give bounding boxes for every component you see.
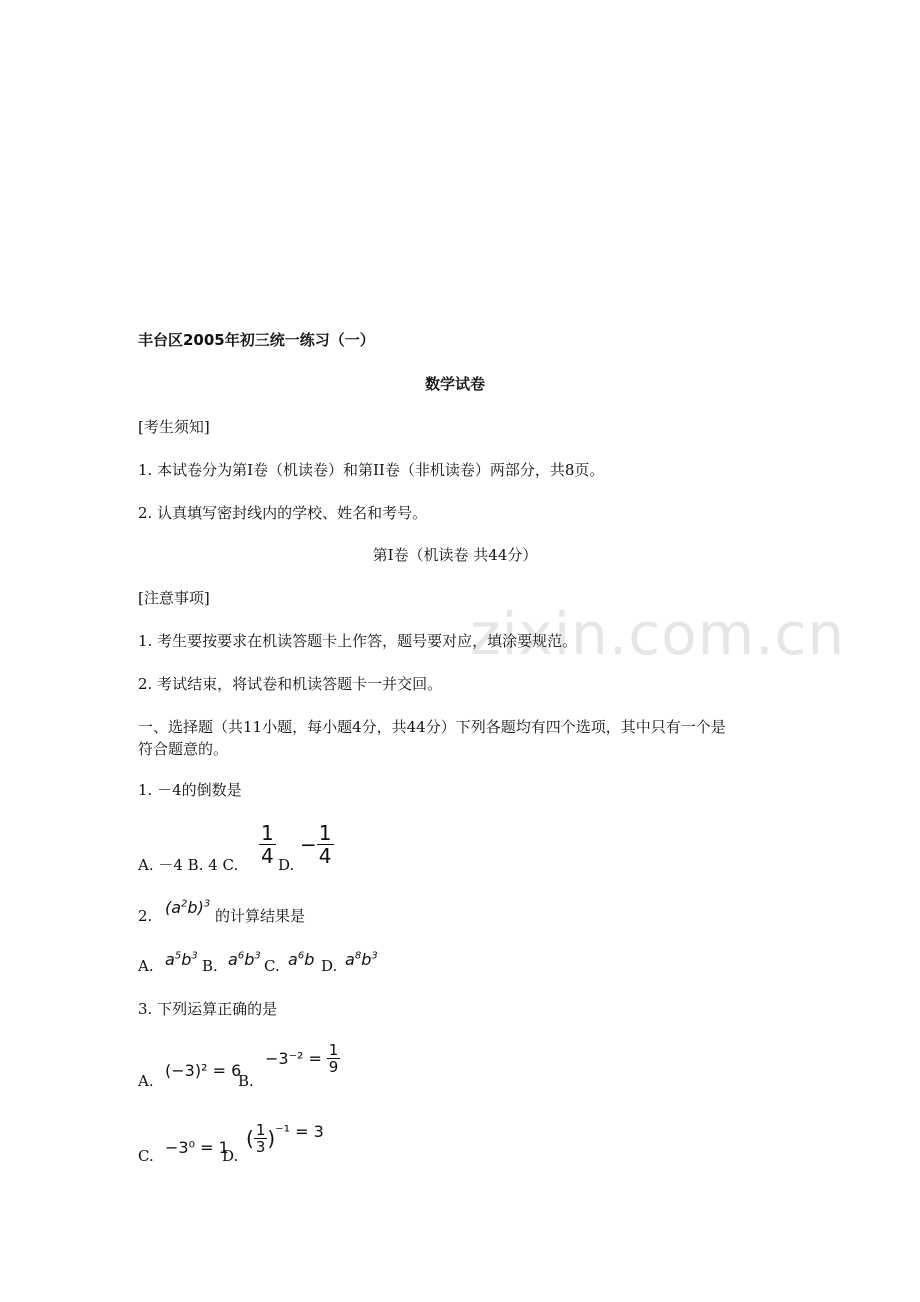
question-2-label-c: C.: [264, 957, 280, 975]
question-2-stem-tail: 的计算结果是: [215, 907, 306, 925]
question-2-label-d: D.: [321, 957, 338, 975]
question-2-number: 2.: [138, 907, 153, 925]
question-2-option-b: $a^6b^3$: [228, 950, 261, 969]
fraction-denominator: 9: [328, 1058, 339, 1076]
minus-sign: −: [300, 832, 317, 857]
question-3-option-b: [265, 1042, 340, 1075]
question-1-option-d-fraction: [300, 822, 334, 867]
question-2-expression: $(a^2b)^3$: [165, 898, 211, 917]
fraction-numerator: 1: [255, 1121, 266, 1139]
question-1-options-ab: A. －4 B. 4 C.: [138, 856, 239, 874]
part-title: 第I卷（机读卷 共44分）: [372, 546, 538, 564]
notice-item-2: 2. 认真填写密封线内的学校、姓名和考号。: [138, 504, 428, 522]
caution-item-2: 2. 考试结束，将试卷和机读答题卡一并交回。: [138, 675, 443, 693]
section-intro-line-1: 一、选择题（共11小题，每小题4分，共44分）下列各题均有四个选项，其中只有一个是: [138, 718, 726, 736]
question-2-option-d: $a^8b^3$: [345, 950, 378, 969]
question-2-option-c: $a^6b$: [288, 950, 315, 969]
question-3-label-a: A.: [138, 1072, 154, 1090]
subject-title: 数学试卷: [424, 375, 485, 393]
question-2-label-b: B.: [202, 957, 218, 975]
question-2-label-a: A.: [138, 957, 154, 975]
fraction-denominator: 4: [318, 844, 332, 868]
fraction-denominator: 3: [255, 1138, 266, 1156]
section-intro-line-2: 符合题意的。: [138, 740, 229, 758]
caution-heading: [注意事项]: [138, 589, 210, 607]
fraction-numerator: 1: [318, 821, 332, 845]
expression-rhs: ⁻¹ = 3: [275, 1122, 324, 1141]
question-3-option-c: −3⁰ = 1: [165, 1138, 229, 1157]
question-3-option-a: (−3)² = 6: [165, 1061, 242, 1080]
question-3-label-c: C.: [138, 1147, 154, 1165]
question-3-option-d: ( $\frac{1}{3}$ )⁻¹ = 3: [246, 1121, 324, 1156]
fraction-numerator: 1: [328, 1041, 339, 1059]
document-title: 丰台区2005年初三统一练习（一）: [138, 331, 375, 349]
watermark: zixin.com.cn: [470, 600, 846, 668]
question-1-stem: 1. －4的倒数是: [138, 781, 242, 799]
notice-item-1: 1. 本试卷分为第I卷（机读卷）和第II卷（非机读卷）两部分，共8页。: [138, 461, 605, 479]
expression-lhs: −3⁻² =: [265, 1049, 322, 1068]
question-3-label-b: B.: [238, 1072, 254, 1090]
question-3-label-d: D.: [222, 1147, 239, 1165]
question-1-option-c-fraction: [259, 822, 276, 867]
question-3-stem: 3. 下列运算正确的是: [138, 1000, 278, 1018]
fraction-numerator: 1: [261, 821, 274, 845]
notice-heading: [考生须知]: [138, 418, 210, 436]
caution-item-1: 1. 考生要按要求在机读答题卡上作答，题号要对应，填涂要规范。: [138, 632, 578, 650]
fraction-denominator: 4: [261, 844, 274, 868]
question-2-option-a: $a^5b^3$: [165, 950, 198, 969]
question-1-label-d: D.: [278, 856, 295, 874]
